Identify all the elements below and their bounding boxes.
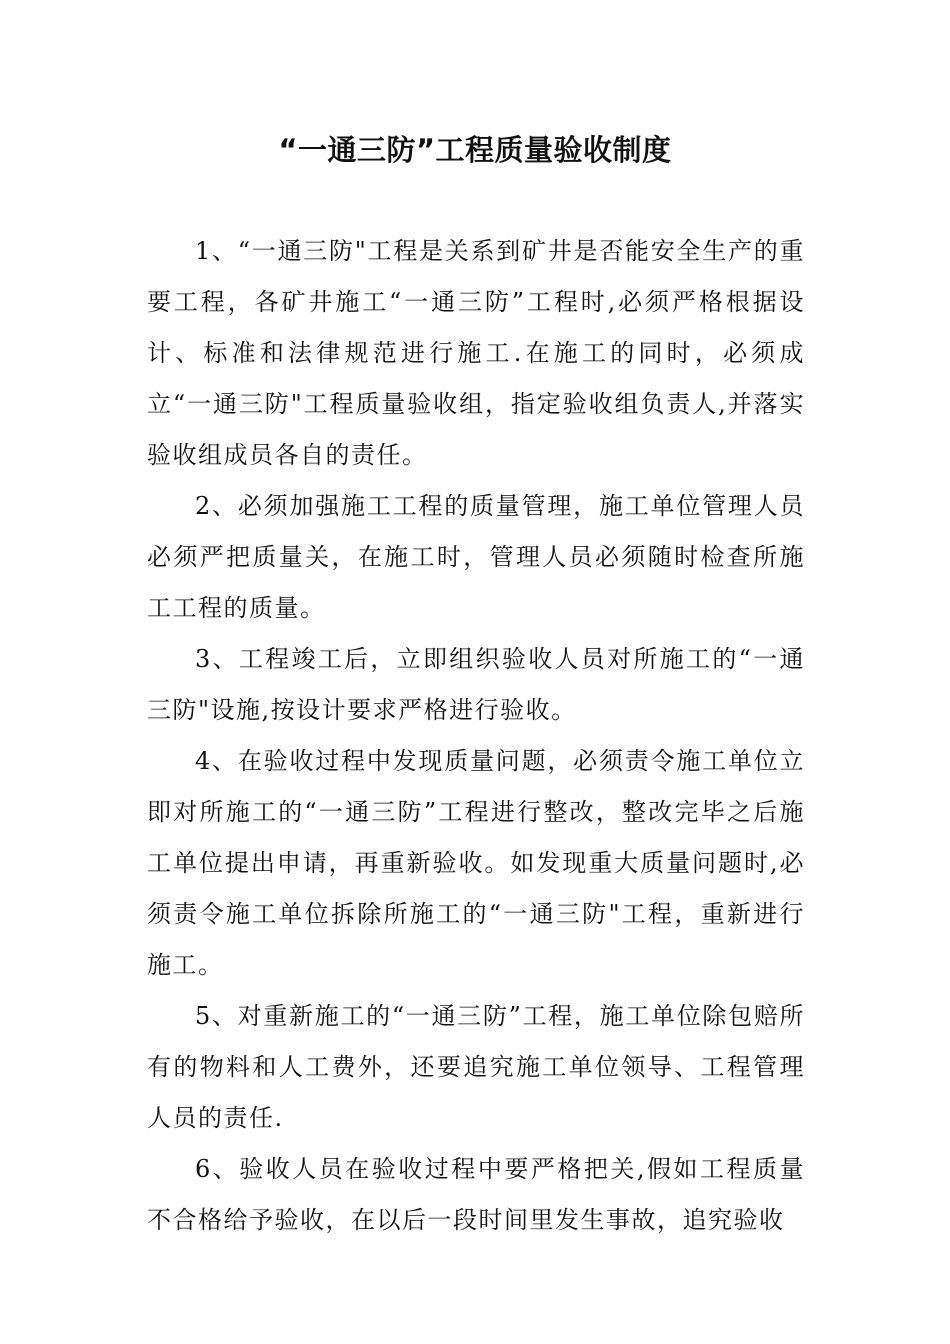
paragraph-4: 4、在验收过程中发现质量问题，必须责令施工单位立即对所施工的“一通三防”工程进行整改，整改完毕之后施工单位提出申请，再重新验收。如发现重大质量问题时,必须责令施工单位拆除所施工的“一通三防"工程，重新进行施工。 [147, 747, 805, 979]
document-title: “一通三防”工程质量验收制度 [278, 133, 672, 167]
paragraph-5: 5、对重新施工的“一通三防”工程，施工单位除包赔所有的物料和人工费外，还要追究施工单位领导、工程管理人员的责任. [147, 1002, 805, 1132]
paragraph-6: 6、验收人员在验收过程中要严格把关,假如工程质量不合格给予验收，在以后一段时间里发生事故，追究验收 [147, 1155, 805, 1234]
paragraph-3: 3、工程竣工后，立即组织验收人员对所施工的“一通三防"设施,按设计要求严格进行验收。 [147, 645, 805, 724]
paragraph-2: 2、必须加强施工工程的质量管理，施工单位管理人员必须严把质量关，在施工时，管理人员必须随时检查所施工工程的质量。 [147, 492, 805, 622]
paragraph-1: 1、“一通三防"工程是关系到矿井是否能安全生产的重要工程，各矿井施工“一通三防”工程时,必须严格根据设计、标准和法律规范进行施工.在施工的同时，必须成立“一通三防"工程质量验收组，指定验收组负责人,并落实验收组成员各自的责任。 [147, 237, 805, 469]
document-body [147, 226, 805, 1246]
